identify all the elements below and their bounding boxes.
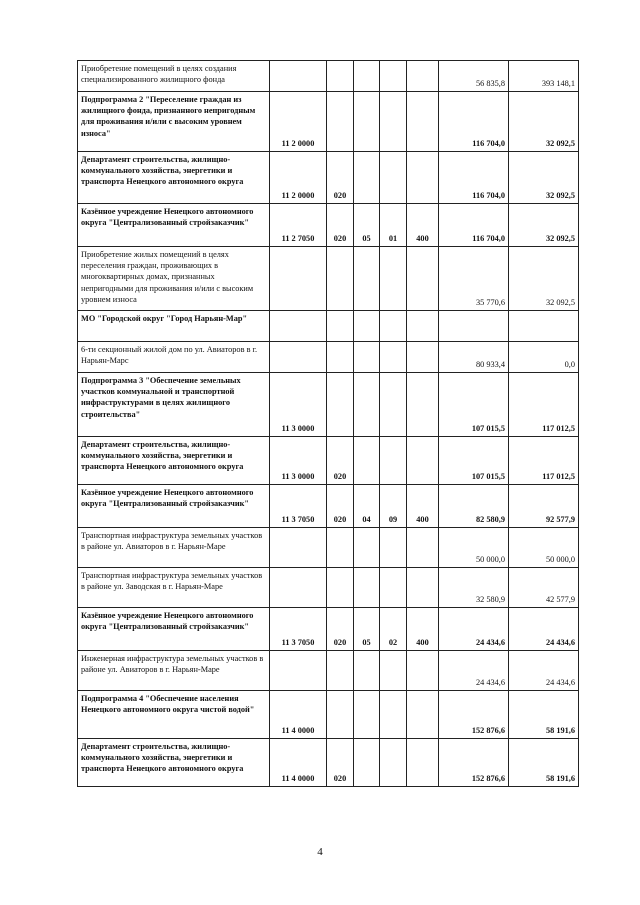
rz-cell: 05: [354, 608, 380, 651]
ved-cell: [327, 342, 354, 373]
row-name-cell: Департамент строительства, жилищно-коммунального хозяйства, энергетики и транспорта Ненецкого автономного округа: [78, 739, 270, 787]
ved-cell: 020: [327, 204, 354, 247]
vr-cell: [407, 528, 439, 568]
ved-cell: [327, 92, 354, 152]
value-2-cell: 117 012,5: [509, 373, 579, 437]
ved-cell: [327, 568, 354, 608]
vr-cell: [407, 373, 439, 437]
pr-cell: [380, 311, 407, 342]
table-row: [78, 608, 579, 651]
code-cell: [270, 651, 327, 691]
value-1-cell: 116 704,0: [439, 152, 509, 204]
value-1-cell: 152 876,6: [439, 739, 509, 787]
ved-cell: [327, 373, 354, 437]
code-cell: 11 4 0000: [270, 691, 327, 739]
vr-cell: [407, 92, 439, 152]
pr-cell: [380, 373, 407, 437]
value-1-cell: [439, 311, 509, 342]
pr-cell: 02: [380, 608, 407, 651]
rz-cell: [354, 528, 380, 568]
pr-cell: [380, 92, 407, 152]
value-1-cell: 80 933,4: [439, 342, 509, 373]
rz-cell: [354, 651, 380, 691]
budget-table-body: [78, 61, 579, 787]
row-name-cell: МО "Городской округ "Город Нарьян-Мар": [78, 311, 270, 342]
rz-cell: [354, 691, 380, 739]
pr-cell: [380, 691, 407, 739]
rz-cell: [354, 311, 380, 342]
table-row: [78, 204, 579, 247]
row-name-cell: Департамент строительства, жилищно-коммунального хозяйства, энергетики и транспорта Ненецкого автономного округа: [78, 437, 270, 485]
row-name-cell: Инженерная инфраструктура земельных участков в районе ул. Авиаторов в г. Нарьян-Маре: [78, 651, 270, 691]
pr-cell: [380, 152, 407, 204]
table-row: [78, 342, 579, 373]
pr-cell: 01: [380, 204, 407, 247]
table-row: [78, 739, 579, 787]
vr-cell: [407, 739, 439, 787]
value-2-cell: 24 434,6: [509, 608, 579, 651]
code-cell: 11 2 0000: [270, 152, 327, 204]
code-cell: [270, 528, 327, 568]
vr-cell: [407, 691, 439, 739]
rz-cell: [354, 247, 380, 311]
vr-cell: [407, 568, 439, 608]
ved-cell: 020: [327, 608, 354, 651]
table-row: [78, 437, 579, 485]
row-name-cell: Подпрограмма 3 "Обеспечение земельных участков коммунальной и транспортной инфраструктурами в целях жилищного строительства": [78, 373, 270, 437]
table-row: [78, 152, 579, 204]
ved-cell: [327, 528, 354, 568]
value-2-cell: 92 577,9: [509, 485, 579, 528]
pr-cell: [380, 739, 407, 787]
ved-cell: 020: [327, 152, 354, 204]
code-cell: 11 3 7050: [270, 608, 327, 651]
pr-cell: [380, 568, 407, 608]
vr-cell: 400: [407, 608, 439, 651]
code-cell: 11 3 0000: [270, 437, 327, 485]
value-1-cell: 24 434,6: [439, 608, 509, 651]
rz-cell: [354, 61, 380, 92]
rz-cell: [354, 342, 380, 373]
code-cell: [270, 61, 327, 92]
pr-cell: [380, 61, 407, 92]
value-1-cell: 107 015,5: [439, 373, 509, 437]
table-row: [78, 691, 579, 739]
pr-cell: [380, 247, 407, 311]
rz-cell: 04: [354, 485, 380, 528]
row-name-cell: Казённое учреждение Ненецкого автономного округа "Централизованный стройзаказчик": [78, 485, 270, 528]
code-cell: 11 2 7050: [270, 204, 327, 247]
value-2-cell: 42 577,9: [509, 568, 579, 608]
value-1-cell: 56 835,8: [439, 61, 509, 92]
value-1-cell: 82 580,9: [439, 485, 509, 528]
value-2-cell: 117 012,5: [509, 437, 579, 485]
value-2-cell: 50 000,0: [509, 528, 579, 568]
code-cell: 11 3 7050: [270, 485, 327, 528]
value-1-cell: 32 580,9: [439, 568, 509, 608]
value-2-cell: 0,0: [509, 342, 579, 373]
rz-cell: 05: [354, 204, 380, 247]
value-1-cell: 35 770,6: [439, 247, 509, 311]
ved-cell: 020: [327, 485, 354, 528]
vr-cell: [407, 651, 439, 691]
value-2-cell: 32 092,5: [509, 247, 579, 311]
row-name-cell: Транспортная инфраструктура земельных участков в районе ул. Заводская в г. Нарьян-Маре: [78, 568, 270, 608]
vr-cell: 400: [407, 204, 439, 247]
page-number: 4: [317, 846, 323, 858]
code-cell: [270, 247, 327, 311]
budget-table: [77, 60, 579, 787]
pr-cell: [380, 342, 407, 373]
rz-cell: [354, 568, 380, 608]
rz-cell: [354, 437, 380, 485]
table-row: [78, 311, 579, 342]
vr-cell: [407, 437, 439, 485]
code-cell: 11 3 0000: [270, 373, 327, 437]
rz-cell: [354, 739, 380, 787]
table-row: [78, 373, 579, 437]
value-1-cell: 24 434,6: [439, 651, 509, 691]
row-name-cell: 6-ти секционный жилой дом по ул. Авиаторов в г. Нарьян-Марс: [78, 342, 270, 373]
value-2-cell: 58 191,6: [509, 739, 579, 787]
value-1-cell: 50 000,0: [439, 528, 509, 568]
row-name-cell: Транспортная инфраструктура земельных участков в районе ул. Авиаторов в г. Нарьян-Маре: [78, 528, 270, 568]
pr-cell: [380, 528, 407, 568]
table-row: [78, 568, 579, 608]
ved-cell: [327, 311, 354, 342]
value-1-cell: 152 876,6: [439, 691, 509, 739]
value-2-cell: 32 092,5: [509, 92, 579, 152]
pr-cell: [380, 651, 407, 691]
table-row: [78, 61, 579, 92]
code-cell: 11 2 0000: [270, 92, 327, 152]
table-row: [78, 247, 579, 311]
ved-cell: [327, 247, 354, 311]
row-name-cell: Казённое учреждение Ненецкого автономного округа "Централизованный стройзаказчик": [78, 608, 270, 651]
vr-cell: [407, 247, 439, 311]
row-name-cell: Казённое учреждение Ненецкого автономного округа "Централизованный стройзаказчик": [78, 204, 270, 247]
rz-cell: [354, 152, 380, 204]
rz-cell: [354, 92, 380, 152]
table-row: [78, 528, 579, 568]
ved-cell: [327, 691, 354, 739]
vr-cell: [407, 311, 439, 342]
table-row: [78, 485, 579, 528]
vr-cell: [407, 152, 439, 204]
vr-cell: [407, 342, 439, 373]
row-name-cell: Приобретение помещений в целях создания специализированного жилищного фонда: [78, 61, 270, 92]
value-1-cell: 116 704,0: [439, 92, 509, 152]
table-row: [78, 92, 579, 152]
table-row: [78, 651, 579, 691]
pr-cell: 09: [380, 485, 407, 528]
vr-cell: [407, 61, 439, 92]
row-name-cell: Подпрограмма 2 "Переселение граждан из жилищного фонда, признанного непригодным для проживания и/или с высоким уровнем износа": [78, 92, 270, 152]
value-2-cell: 24 434,6: [509, 651, 579, 691]
value-1-cell: 116 704,0: [439, 204, 509, 247]
value-2-cell: 393 148,1: [509, 61, 579, 92]
value-2-cell: [509, 311, 579, 342]
code-cell: [270, 311, 327, 342]
value-2-cell: 58 191,6: [509, 691, 579, 739]
pr-cell: [380, 437, 407, 485]
row-name-cell: Департамент строительства, жилищно-коммунального хозяйства, энергетики и транспорта Ненецкого автономного округа: [78, 152, 270, 204]
row-name-cell: Подпрограмма 4 "Обеспечение населения Ненецкого автономного округа чистой водой": [78, 691, 270, 739]
ved-cell: [327, 651, 354, 691]
ved-cell: [327, 61, 354, 92]
value-2-cell: 32 092,5: [509, 204, 579, 247]
rz-cell: [354, 373, 380, 437]
code-cell: 11 4 0000: [270, 739, 327, 787]
ved-cell: 020: [327, 739, 354, 787]
row-name-cell: Приобретение жилых помещений в целях переселения граждан, проживающих в многоквартирных домах, признанных непригодными для проживания и/или с высоким уровнем износа: [78, 247, 270, 311]
value-1-cell: 107 015,5: [439, 437, 509, 485]
value-2-cell: 32 092,5: [509, 152, 579, 204]
ved-cell: 020: [327, 437, 354, 485]
code-cell: [270, 568, 327, 608]
code-cell: [270, 342, 327, 373]
vr-cell: 400: [407, 485, 439, 528]
